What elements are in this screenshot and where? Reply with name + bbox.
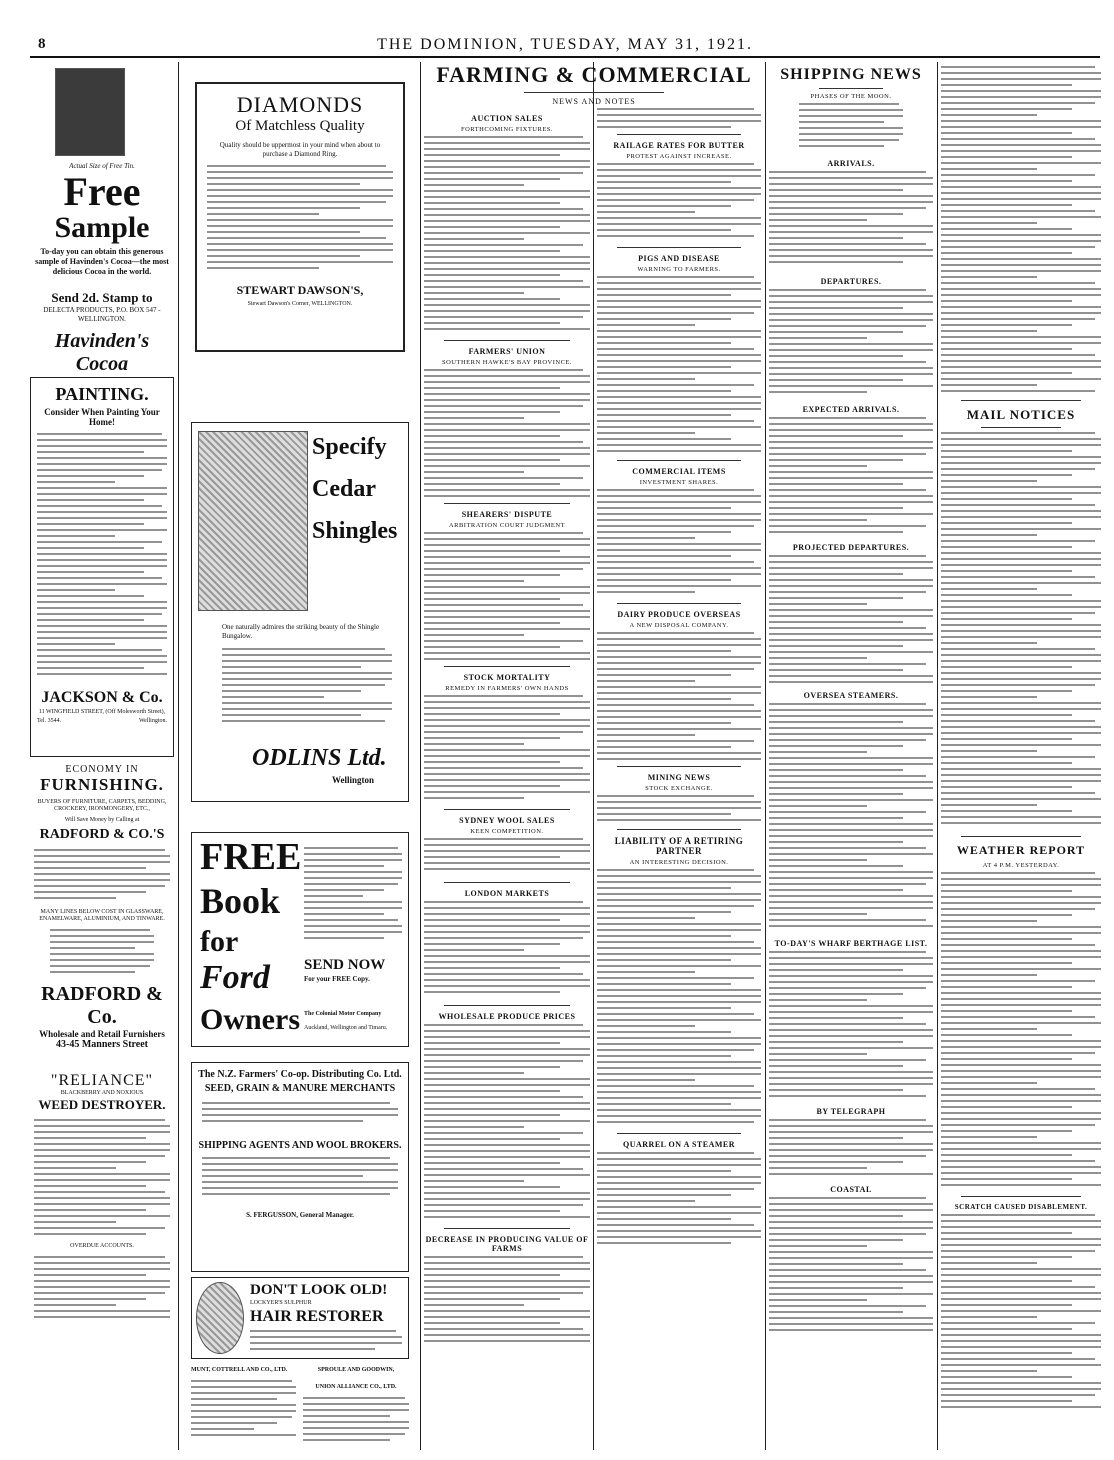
portrait-image	[196, 1282, 244, 1354]
coastal-heading: COASTAL	[830, 1185, 872, 1194]
oversea-steamers-heading: OVERSEA STEAMERS.	[803, 691, 899, 700]
wharf-berthage-body	[769, 951, 933, 1101]
farmers-coop: The N.Z. Farmers' Co-op. Distributing Co. Ltd.	[198, 1069, 402, 1080]
manners-street: 43-45 Manners Street	[55, 1039, 149, 1050]
railage-sub: PROTEST AGAINST INCREASE.	[626, 153, 732, 160]
free-heading: FREE	[200, 836, 302, 878]
for-heading: for	[200, 925, 239, 958]
pigs-body	[597, 276, 761, 456]
jackson-address: 11 WINGFIELD STREET, (Off Molesworth Street),	[38, 709, 166, 715]
decrease-value-heading: DECREASE IN PRODUCING VALUE OF FARMS	[425, 1235, 589, 1253]
column-rule	[420, 62, 421, 1450]
stock-mortality-body	[424, 695, 590, 805]
departures-body	[769, 289, 933, 399]
weather-report-heading: WEATHER REPORT	[956, 843, 1086, 857]
column-rule	[765, 62, 766, 1450]
shipping-continued	[941, 66, 1101, 396]
column-2-ads	[183, 62, 416, 1450]
sproule-goodwin: SPROULE AND GOODWIN,	[317, 1367, 395, 1373]
lockyer: LOCKYER'S SULPHUR	[250, 1300, 312, 1306]
painting-title: PAINTING.	[55, 384, 149, 404]
munt-cottrell: MUNT, COTTRELL AND CO., LTD.	[191, 1367, 288, 1373]
pigs-heading: PIGS AND DISEASE	[638, 254, 720, 263]
coastal-body	[769, 1197, 933, 1337]
overdue-body	[34, 1256, 170, 1326]
furnishing-ad	[30, 764, 174, 1050]
railage-heading: RAILAGE RATES FOR BUTTER	[613, 141, 745, 150]
ford-logo: Ford	[200, 959, 270, 996]
price-list	[50, 929, 154, 977]
arrivals-body	[769, 171, 933, 271]
owners-heading: Owners	[200, 1003, 300, 1036]
union-alliance: UNION ALLIANCE CO., LTD.	[315, 1384, 397, 1390]
painting-subtitle: Consider When Painting Your Home!	[44, 407, 160, 427]
london-markets-body	[424, 901, 590, 1001]
cedar-shingles-ad	[191, 422, 409, 802]
munt-body	[191, 1380, 296, 1450]
stewart-sub: Stewart Dawson's Corner, WELLINGTON.	[247, 301, 353, 307]
moon-phases: PHASES OF THE MOON.	[810, 93, 892, 100]
painting-body	[37, 433, 167, 683]
expected-arrivals-body	[769, 417, 933, 537]
radford-heading: RADFORD & Co.	[41, 983, 163, 1028]
scratch-body	[941, 1214, 1101, 1414]
shearers-body	[424, 532, 590, 662]
telegraph-body	[769, 1119, 933, 1179]
farmers-union-body	[424, 369, 590, 499]
diamonds-ad	[195, 82, 405, 352]
reliance-ad	[30, 1072, 174, 1332]
shipping-column-b	[941, 62, 1101, 1450]
dont-look-old: DON'T LOOK OLD!	[250, 1282, 388, 1298]
by-telegraph-heading: BY TELEGRAPH	[816, 1107, 886, 1116]
havindens-logo: Havinden's Cocoa	[54, 330, 150, 375]
send-stamp: Send 2d. Stamp to	[51, 290, 153, 305]
sydney-wool-heading: SYDNEY WOOL SALES	[459, 816, 555, 825]
dairy-produce-heading: DAIRY PRODUCE OVERSEAS	[617, 610, 741, 619]
stock-mortality-sub: REMEDY IN FARMERS' OWN HANDS	[445, 685, 569, 692]
farmers-union-heading: FARMERS' UNION	[468, 347, 546, 356]
agents-body	[202, 1157, 398, 1205]
stock-mortality-heading: STOCK MORTALITY	[463, 673, 551, 682]
sample-heading: Sample	[54, 211, 150, 244]
save-money: Will Save Money by Calling at	[64, 817, 140, 823]
munt-cottrell-ad	[191, 1367, 296, 1450]
column-rule	[593, 62, 594, 1450]
quarrel-body	[597, 1152, 761, 1252]
hair-restorer: HAIR RESTORER	[250, 1308, 384, 1325]
dairy-produce-body	[597, 632, 761, 762]
moon-table	[799, 103, 903, 153]
weather-body	[941, 872, 1101, 1192]
liability-heading: LIABILITY OF A RETIRING PARTNER	[614, 836, 744, 856]
address: DELECTA PRODUCTS, P.O. BOX 547 - WELLINGTON.	[43, 306, 161, 323]
shingles: Shingles	[312, 518, 398, 544]
cedar-text: One naturally admires the striking beauty of the Shingle Bungalow.	[222, 623, 380, 640]
farming-column-b	[597, 62, 761, 1450]
farmers-union-sub: SOUTHERN HAWKE'S BAY PROVINCE.	[441, 359, 572, 366]
mining-news-sub: STOCK EXCHANGE.	[645, 785, 713, 792]
oversea-steamers-body	[769, 703, 933, 933]
shipping-title: SHIPPING NEWS	[780, 66, 922, 83]
shearers-sub: ARBITRATION COURT JUDGMENT	[448, 522, 566, 529]
mail-notices-body	[941, 432, 1101, 832]
sample-text: To-day you can obtain this generous sample of Havinden's Cocoa—the most delicious Cocoa in the world.	[35, 247, 169, 276]
scratch-heading: SCRATCH CAUSED DISABLEMENT.	[954, 1203, 1088, 1211]
mining-news-heading: MINING NEWS	[647, 773, 711, 782]
radford-title: RADFORD & CO.'S	[39, 827, 165, 842]
auction-subheading: FORTHCOMING FIXTURES.	[460, 126, 554, 133]
farming-subtitle: NEWS AND NOTES	[552, 97, 636, 106]
send-now: SEND NOW	[304, 957, 386, 973]
auction-sales-heading: AUCTION SALES	[471, 114, 543, 123]
diamonds-title: DIAMONDS	[236, 92, 364, 117]
weed-destroyer: WEED DESTROYER.	[38, 1097, 166, 1112]
jackson-tel: Tel. 3544.	[37, 718, 62, 724]
pigs-sub: WARNING TO FARMERS.	[637, 266, 721, 273]
sproule-body	[303, 1397, 409, 1457]
many-lines: MANY LINES BELOW COST IN GLASSWARE, ENAMELWARE, ALUMINIUM, AND TINWARE.	[39, 909, 165, 922]
wholesale-text: Wholesale and Retail Furnishers	[39, 1029, 165, 1039]
shares-table	[597, 489, 761, 599]
commercial-items-heading: COMMERCIAL ITEMS	[632, 467, 726, 476]
quarrel-heading: QUARREL ON A STEAMER	[622, 1140, 736, 1149]
hair-body	[250, 1330, 402, 1356]
mining-news-body	[597, 795, 761, 825]
dairy-produce-sub: A NEW DISPOSAL COMPANY.	[629, 622, 729, 629]
weather-sub: AT 4 P.M. YESTERDAY.	[982, 862, 1060, 869]
ferguson: S. FERGUSSON, General Manager.	[246, 1211, 354, 1219]
decrease-value-body	[424, 1256, 590, 1346]
sproule-goodwin-ad	[303, 1367, 409, 1457]
london-markets-heading: LONDON MARKETS	[464, 889, 550, 898]
odlins-city: Wellington	[332, 775, 375, 785]
cedar-body	[222, 648, 392, 728]
jackson-title: JACKSON & Co.	[41, 689, 163, 706]
arrivals-heading: ARRIVALS.	[827, 159, 875, 168]
hair-restorer-ad	[191, 1277, 409, 1359]
column-rule	[937, 62, 938, 1450]
send-now-sub: For your FREE Copy.	[304, 975, 370, 983]
mail-notices-heading: MAIL NOTICES	[966, 407, 1076, 422]
wharf-berthage-heading: TO-DAY'S WHARF BERTHAGE LIST.	[774, 939, 928, 948]
caption: Actual Size of Free Tin.	[69, 162, 135, 170]
column-1-ads	[30, 62, 174, 1450]
weed-pre: BLACKBERRY AND NOXIOUS	[60, 1090, 144, 1096]
free-heading: Free	[63, 169, 141, 214]
ford-body	[304, 847, 402, 947]
wholesale-produce-body	[424, 1024, 590, 1224]
liability-sub: AN INTERESTING DECISION.	[629, 859, 729, 866]
bungalow-image	[198, 431, 308, 611]
farmers-coop-ad	[191, 1062, 409, 1272]
masthead	[30, 28, 1100, 58]
overdue-accounts: OVERDUE ACCOUNTS.	[70, 1243, 134, 1249]
economy-heading: ECONOMY IN	[65, 764, 139, 775]
railage-body	[597, 163, 761, 243]
stewart-dawson: STEWART DAWSON'S,	[236, 283, 364, 297]
diamond-body	[207, 165, 393, 275]
ford-book-ad	[191, 832, 409, 1047]
shearers-heading: SHEARERS' DISPUTE	[461, 510, 553, 519]
diamond-text: Quality should be uppermost in your mind when about to purchase a Diamond Ring.	[219, 141, 381, 158]
page-number: 8	[38, 36, 46, 52]
reliance-body	[34, 1119, 170, 1237]
column-rule	[178, 62, 179, 1450]
seed-merchants: SEED, GRAIN & MANURE MERCHANTS	[204, 1083, 396, 1094]
liability-body	[597, 869, 761, 1129]
shipping-agents: SHIPPING AGENTS AND WOOL BROKERS.	[198, 1140, 402, 1151]
projected-departures-heading: PROJECTED DEPARTURES.	[792, 543, 910, 552]
newspaper-title: THE DOMINION, TUESDAY, MAY 31, 1921.	[377, 36, 753, 53]
article-continuation	[597, 108, 761, 130]
departures-heading: DEPARTURES.	[820, 277, 882, 286]
cocoa-tin-image	[55, 68, 125, 156]
book-heading: Book	[200, 881, 281, 921]
colonial-motor: The Colonial Motor Company	[304, 1011, 382, 1017]
odlins-logo: ODLINS Ltd.	[252, 745, 387, 771]
sydney-wool-sub: KEEN COMPETITION.	[470, 828, 544, 835]
farming-title: FARMING & COMMERCIAL	[436, 62, 752, 87]
auction-body	[424, 136, 590, 336]
sydney-wool-body	[424, 838, 590, 878]
reliance-title: "RELIANCE"	[50, 1072, 154, 1089]
cedar: Cedar	[312, 476, 376, 502]
specify: Specify	[312, 434, 387, 460]
colonial-sub: Auckland, Wellington and Timaru.	[304, 1025, 388, 1031]
painting-ad	[30, 377, 174, 757]
jackson-city: Wellington.	[138, 718, 167, 724]
wholesale-produce-heading: WHOLESALE PRODUCE PRICES	[438, 1012, 576, 1021]
expected-arrivals-heading: EXPECTED ARRIVALS.	[802, 405, 900, 414]
shipping-column-a	[769, 62, 933, 1450]
projected-departures-body	[769, 555, 933, 685]
radford-body	[34, 849, 170, 903]
furnishing-heading: FURNISHING.	[40, 775, 164, 794]
coop-body	[202, 1102, 398, 1132]
investment-shares: INVESTMENT SHARES.	[639, 479, 719, 486]
matchless-quality: Of Matchless Quality	[235, 118, 365, 134]
furnishing-sub: BUYERS OF FURNITURE, CARPETS, BEDDING, CROCKERY, IRONMONGERY, ETC.,	[37, 799, 167, 812]
